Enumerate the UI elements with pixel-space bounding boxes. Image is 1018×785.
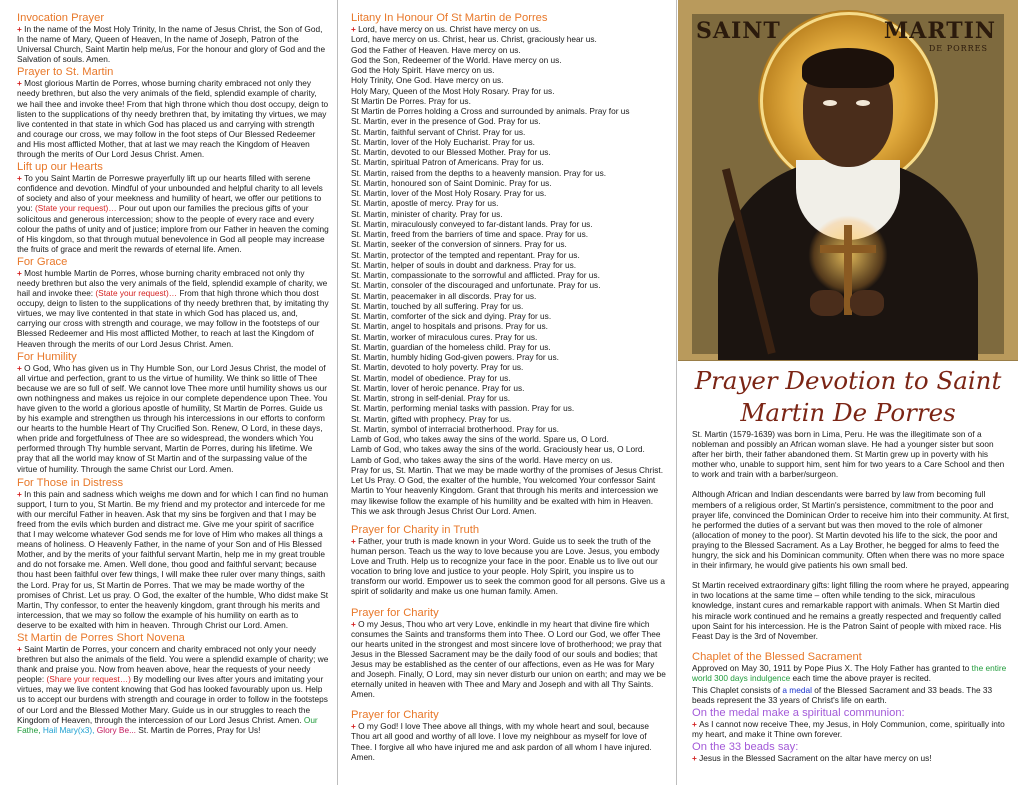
litany-line: St. Martin, strong in self-denial. Pray for us. xyxy=(351,393,511,403)
charity1-heading: Prayer for Charity xyxy=(351,606,439,619)
litany-line: St. Martin, ever in the presence of God. Pray for us. xyxy=(351,116,541,127)
litany-line: St. Martin, symbol of interracial brotherhood. Pray for us. xyxy=(351,423,559,434)
truth-heading: Prayer for Charity in Truth xyxy=(351,524,480,536)
litany-line: Holy Trinity, One God. Have mercy on us. xyxy=(351,75,504,86)
bio-paragraph-3: St Martin received extraordinary gifts: light filling the room where he prayed, appearing in two locations at the same time – often while tending to the sick, miraculous knowledge, instant cures and remarkable rapport with animals. When St Martin died his miracle work continued and he remains a greatly respected and frequently called upon Saint for his intercession. He is the Patron Saint of people with mixed race. His Feast Day is the 3rd of November. xyxy=(692,580,1009,641)
litany-line: God the Father of Heaven. Have mercy on us. xyxy=(351,44,521,55)
litany-line: God the Son, Redeemer of the World. Have mercy on us. xyxy=(351,54,562,65)
litany-line: St. Martin, guardian of the homeless child. Pray for us. xyxy=(351,341,551,352)
litany-line: Holy Mary, Queen of the Most Holy Rosary. Pray for us. xyxy=(351,85,555,96)
litany-line: St. Martin, comforter of the sick and dying. Pray for us. xyxy=(351,311,552,321)
truth-text: + Father, your truth is made known in your Word. Guide us to seek the truth of the human person. Teach us the way to love because you are Love. Jesus, you embody Love and Truth. Help us to recognize your face in the poor. Enable us to live out our vocation to bring love and justice to your people. Holy Spirit, you inspire us to transform our world. Empower us to seek the common good for all persons. Give us a spirit of solidarity and make us one human family. Amen. xyxy=(351,536,666,597)
litany-line: Lord, have mercy on us. Christ, hear us. Christ, graciously hear us. xyxy=(351,34,597,45)
chaplet-heading: Chaplet of the Blessed Sacrament xyxy=(692,650,862,663)
litany-line: + Lord, have mercy on us. Christ have mercy on us. xyxy=(351,24,542,34)
grace-text: + Most humble Martin de Porres, whose burning charity embraced not only thy needy brethren but also the very animals of the field, splendid example of charity, we hail and invoke thee: (State your request)… From that high throne which thou dost occupy, deign to listen to the supplications of thy needy brethren that, by imitating thy virtues, we may live contented in that state in which God has placed us, and, carrying our cross with strength and courage, we may follow in the footsteps of our Blessed Redeemer and His most afflicted Mother, to reach at last the Kingdom of Heaven through the merits of our Lord Jesus Christ. Amen. xyxy=(17,267,329,349)
beads-text: + Jesus in the Blessed Sacrament on the altar have mercy on us! xyxy=(692,753,932,764)
invocation-heading: Invocation Prayer xyxy=(17,12,105,24)
distress-heading: For Those in Distress xyxy=(17,476,124,489)
litany-line: St. Martin, faithful servant of Christ. Pray for us. xyxy=(351,126,526,137)
litany-line: St. Martin, helper of souls in doubt and darkness. Pray for us. xyxy=(351,259,577,270)
novena-request: (Share your request…) xyxy=(46,674,131,685)
litany-line: St. Martin, performing menial tasks with passion. Pray for us. xyxy=(351,403,575,414)
novena-text: + Saint Martin de Porres, your concern and charity embraced not only your needy brethren but also the animals of the field. You were a splendid example of charity; we thank and praise you. Now from heaven above, hear the requests of your needy people: (Share your request…) By modelling our lives after yours and imitating your virtues, may we live content knowing that God has looked favourably upon us. Help us to accept our burdens with strength and courage in order to follow in the footsteps of our Lord and the Blessed Mother Mary. Guide us in our struggles to reach the Kingdom of Heaven, through the intercession of our Lord Jesus Christ. Amen. Our Fathe, Hail Mary(x3), Glory Be... St. Martin de Porres, Pray for Us! xyxy=(17,643,329,735)
icon-label-saint: SAINT xyxy=(696,18,781,44)
bio-paragraph-2: Although African and Indian descendants were barred by law from becoming full members of a religious order, St Martin's persistence, commitment to the poor and prayer life, convinced the Dominican Order to receive him into their community. At first, he performed the duties of a servant but was then moved to the role of almoner (allocation of money to the poor). St Martin devoted his life to the sick, the poor and praying to the Blessed Sacrament. As a Lay Brother, he begged for alms to feed the hungry, the sick and his Dominican community. Often when there was no more space in their infirmary, he would give patients his own small bed. xyxy=(692,489,1010,571)
icon-label-de-porres: DE PORRES xyxy=(928,44,988,53)
litany-line: This we ask through Jesus Christ Our Lord. Amen. xyxy=(351,505,537,516)
column-prayers-left xyxy=(0,0,338,785)
distress-text: + In this pain and sadness which weighs me down and for which I can find no human support, I turn to you, St Martin. Be my friend and my protector and intercede for me with our merciful Father in heaven. Ask that my sins be forgiven and that I may be freed from the evils which burden and distract me. Give me your spirit of sacrifice that I may welcome whatever God sends me for love of Him who makes all things a means of holiness. O Heavenly Father, in the name of your Son and of His Blessed Mother, and by the merits of your faithful servant Martin, help me in my great trouble and do not forsake me. Amen. Well done, thou good and faithful servant; because thou hast been faithful over few things, I will make thee ruler over many things, saith the Lord. Pray for us, St Martin de Porres. That we may be made worthy of the promises of Christ. Let us pray. O God, the exalter of the humble, Who didst make St Martin, Thy confessor, to enter the heavenly kingdom, grant through his merits and intercession, that we may so follow the example of his humility on earth as to deserve to be exalted with him in heaven. Through Christ our Lord. Amen. xyxy=(17,488,329,630)
litany-line: St. Martin, model of obedience. Pray for us. xyxy=(351,372,511,383)
litany-line: St. Martin, raised from the depths to a heavenly mansion. Pray for us. xyxy=(351,167,607,178)
litany-line: St. Martin, peacemaker in all discords. Pray for us. xyxy=(351,290,537,301)
column-cover xyxy=(678,0,1018,785)
litany-line: St Martin De Porres. Pray for us. xyxy=(351,95,471,106)
prayer-to-text: + Most glorious Martin de Porres, whose burning charity embraced not only they needy brethren, but also the very animals of the field, splendid example of charity, we hail thee and invoke thee! From that high throne which thou dost occupy, deign to listen to the supplications of thy needy brethren that, by imitating thy virtues, we may live contented in that state in which God has placed us and carrying with strength and courage our cross, we may follow in the foot steps of Our Blessed Redeemer and His most afflicted Mother, that at last we may reach the Kingdom of Heaven through the merits of Our Lord Jesus Christ. Amen. xyxy=(17,78,329,160)
litany-list xyxy=(351,24,668,516)
charity2-text: + O my God! I love Thee above all things, with my whole heart and soul, because Thou art all good and worthy of all love. I love my neighbour as myself for love of Thee. I forgive all who have injured me and ask pardon of all whom I have injured. Amen. xyxy=(351,721,652,762)
medal-text: + As I cannot now receive Thee, my Jesus, in Holy Communion, come, spiritually into my heart, and make it Thine own forever. xyxy=(692,719,1005,740)
litany-line: St. Martin, worker of miraculous cures. Pray for us. xyxy=(351,331,538,342)
litany-line: Lamb of God, who takes away the sins of the world. Spare us, O Lord. xyxy=(351,434,609,444)
lift-heading: Lift up our Hearts xyxy=(17,161,103,174)
litany-line: St. Martin, devoted to our Blessed Mother. Pray for us. xyxy=(351,147,551,157)
charity2-heading: Prayer for Charity xyxy=(351,709,439,722)
humility-heading: For Humility xyxy=(17,350,77,363)
litany-line: St. Martin, consoler of the discouraged and unfortunate. Pray for us. xyxy=(351,280,601,291)
novena-heading: St Martin de Porres Short Novena xyxy=(17,631,185,644)
hail-mary: Hail Mary(x3), xyxy=(42,724,95,735)
page-title: Prayer Devotion to Saint Martin De Porres xyxy=(694,366,1002,427)
litany-line: St. Martin, compassionate to the sorrowful and afflicted. Pray for us. xyxy=(351,270,600,280)
medal-heading: On the medal make a spiritual communion: xyxy=(692,707,905,720)
litany-line: Martin to Your heavenly Kingdom. Grant that through his merits and intercession we xyxy=(351,485,659,496)
lift-text: + To you Saint Martin de Porreswe prayerfully lift up our hearts filled with serene confidence and devotion. Mindful of your unbounded and helpful charity to all levels of society and also of your meekness and humility of heart, we offer our petitions to you: (State your request)… Pour out upon our families the precious gifts of your solicitous and generous intercession; show to the people of every race and every colour the paths of unity and of justice; implore from our Father in heaven the coming of His kingdom, so that through mutual benevolence in God all people may increase the fruits of grace and merit the rewards of eternal life. Amen. xyxy=(17,173,329,254)
litany-line: St. Martin, gifted with prophecy. Pray for us. xyxy=(351,413,512,424)
glory-be: Glory Be... xyxy=(96,724,136,735)
invocation-text: + In the name of the Most Holy Trinity, In the name of Jesus Christ, the Son of God, In the name of Mary, Queen of Heaven, In the name of Joseph, Patron of the Universal Church, Saint Martin help me/us, For the honour and glory of God and the Salvation of souls. Amen. xyxy=(17,24,326,65)
litany-line: Pray for us, St. Martin. That we may be made worthy of the promises of Jesus Christ. xyxy=(351,464,664,475)
litany-line: St. Martin, protector of the tempted and repentant. Pray for us. xyxy=(351,249,580,260)
humility-text: + O God, Who has given us in Thy Humble Son, our Lord Jesus Christ, the model of all virtue and perfection, grant to us the virtue of humility. We think so little of Thee because we are so full of self. We cannot love Thee more until humility shows us our own nothingness and makes us rejoice in our complete dependence upon Thee. You have given to the world a glorious apostle of humility, St Martin de Porres. Guide us by his example and strengthen us through his intercessions in our efforts to conform our hearts to the humble Heart of Thy Crucified Son. Renew, O Lord, in these days, when pride and forgetfulness of Thee are so widespread, the wonders which You performed through Thy humble servant, Martin de Porres, during his lifetime. We pray that all the world may know of St Martin and of the surpassing value of the virtue of humility. Through the same Christ our Lord. Amen. xyxy=(17,362,328,474)
beads-heading: On the 33 beads say: xyxy=(692,741,799,754)
our-father: Our Fathe, xyxy=(17,714,318,735)
litany-line: St. Martin, minister of charity. Pray for us. xyxy=(351,208,503,219)
litany-line: St. Martin, lover of heroic penance. Pray for us. xyxy=(351,382,525,393)
litany-line: St. Martin, devoted to holy poverty. Pray for us. xyxy=(351,362,524,373)
litany-line: may likewise follow the example of his humility and be exalted with him in Heaven. xyxy=(351,495,654,506)
icon-label-martin: MARTIN xyxy=(883,18,996,44)
litany-line: God the Holy Spirit. Have mercy on us. xyxy=(351,65,495,75)
litany-line: St. Martin, lover of the Holy Eucharist. Pray for us. xyxy=(351,136,535,147)
prayer-to-heading: Prayer to St. Martin xyxy=(17,66,114,79)
litany-line: St. Martin, miraculously conveyed to far-distant lands. Pray for us. xyxy=(351,218,593,229)
biography xyxy=(692,429,1010,765)
litany-line: St. Martin, honoured son of Saint Dominic. Pray for us. xyxy=(351,177,552,188)
litany-line: Lamb of God, who takes away the sins of the world. Have mercy on us. xyxy=(351,454,613,465)
litany-line: St. Martin, seeker of the conversion of sinners. Pray for us. xyxy=(351,239,567,250)
litany-line: Let Us Pray. O God, the exalter of the humble, You welcomed Your confessor Saint xyxy=(351,475,656,485)
chaplet-consists: This Chaplet consists of a medal of the Blessed Sacrament and 33 beads. The 33 beads represent the 33 years of Christ's life on earth. xyxy=(692,684,993,706)
litany-line: St. Martin, humbly hiding God-given powers. Pray for us. xyxy=(351,352,559,362)
litany-line: St. Martin, apostle of mercy. Pray for us. xyxy=(351,198,499,209)
saint-icon-image xyxy=(678,0,1018,361)
litany-line: St. Martin, angel to hospitals and prisons. Pray for us. xyxy=(351,321,548,332)
charity1-text: + O my Jesus, Thou who art very Love, enkindle in my heart that divine fire which consumes the Saints and transforms them into Thee. O Lord our God, we offer Thee our hearts united in the strongest and most sincere love of brotherhood; we pray that Jesus in the Blessed Sacrament may be the daily food of our souls and bodies; that Jesus may be established as the center of our affections, even as He was for Mary and Joseph. Finally, O Lord, may sin never disturb our union on earth; and may we be eternally united in heaven with Thee and Mary and Joseph and with all Thy Saints. Amen. xyxy=(351,618,666,700)
litany-line: St. Martin, freed from the barriers of time and space. Pray for us. xyxy=(351,229,589,239)
grace-heading: For Grace xyxy=(17,255,68,268)
column-prayers-middle xyxy=(339,0,677,785)
litany-line: Lamb of God, who takes away the sins of the world. Graciously hear us, O Lord. xyxy=(351,444,645,455)
grace-request: (State your request)… xyxy=(95,288,178,299)
litany-heading: Litany In Honour Of St Martin de Porres xyxy=(351,12,548,24)
litany-line: St. Martin, spiritual Patron of Americans. Pray for us. xyxy=(351,157,544,168)
bio-paragraph-1: St. Martin (1579-1639) was born in Lima, Peru. He was the illegitimate son of a nobleman and possibly an African woman slave. He had a younger sister but soon after her birth, their father abandoned them. St Martin grew up in poverty with his mother who, unable to support him, sent him for two years to a Care School and then to work and train with a barber/surgeon. xyxy=(692,429,1005,480)
chaplet-approved: Approved on May 30, 1911 by Pope Pius X. The Holy Father has granted to the entire world 300 days indulgence each time the above prayer is recited. xyxy=(692,662,1007,683)
lift-request: (State your request)… xyxy=(35,203,117,214)
litany-line: St. Martin, lover of the Most Holy Rosary. Pray for us. xyxy=(351,188,547,198)
litany-line: St Martin de Porres holding a Cross and surrounded by animals. Pray for us xyxy=(351,106,630,116)
litany-line: St. Martin, touched by all suffering. Pray for us. xyxy=(351,300,524,311)
